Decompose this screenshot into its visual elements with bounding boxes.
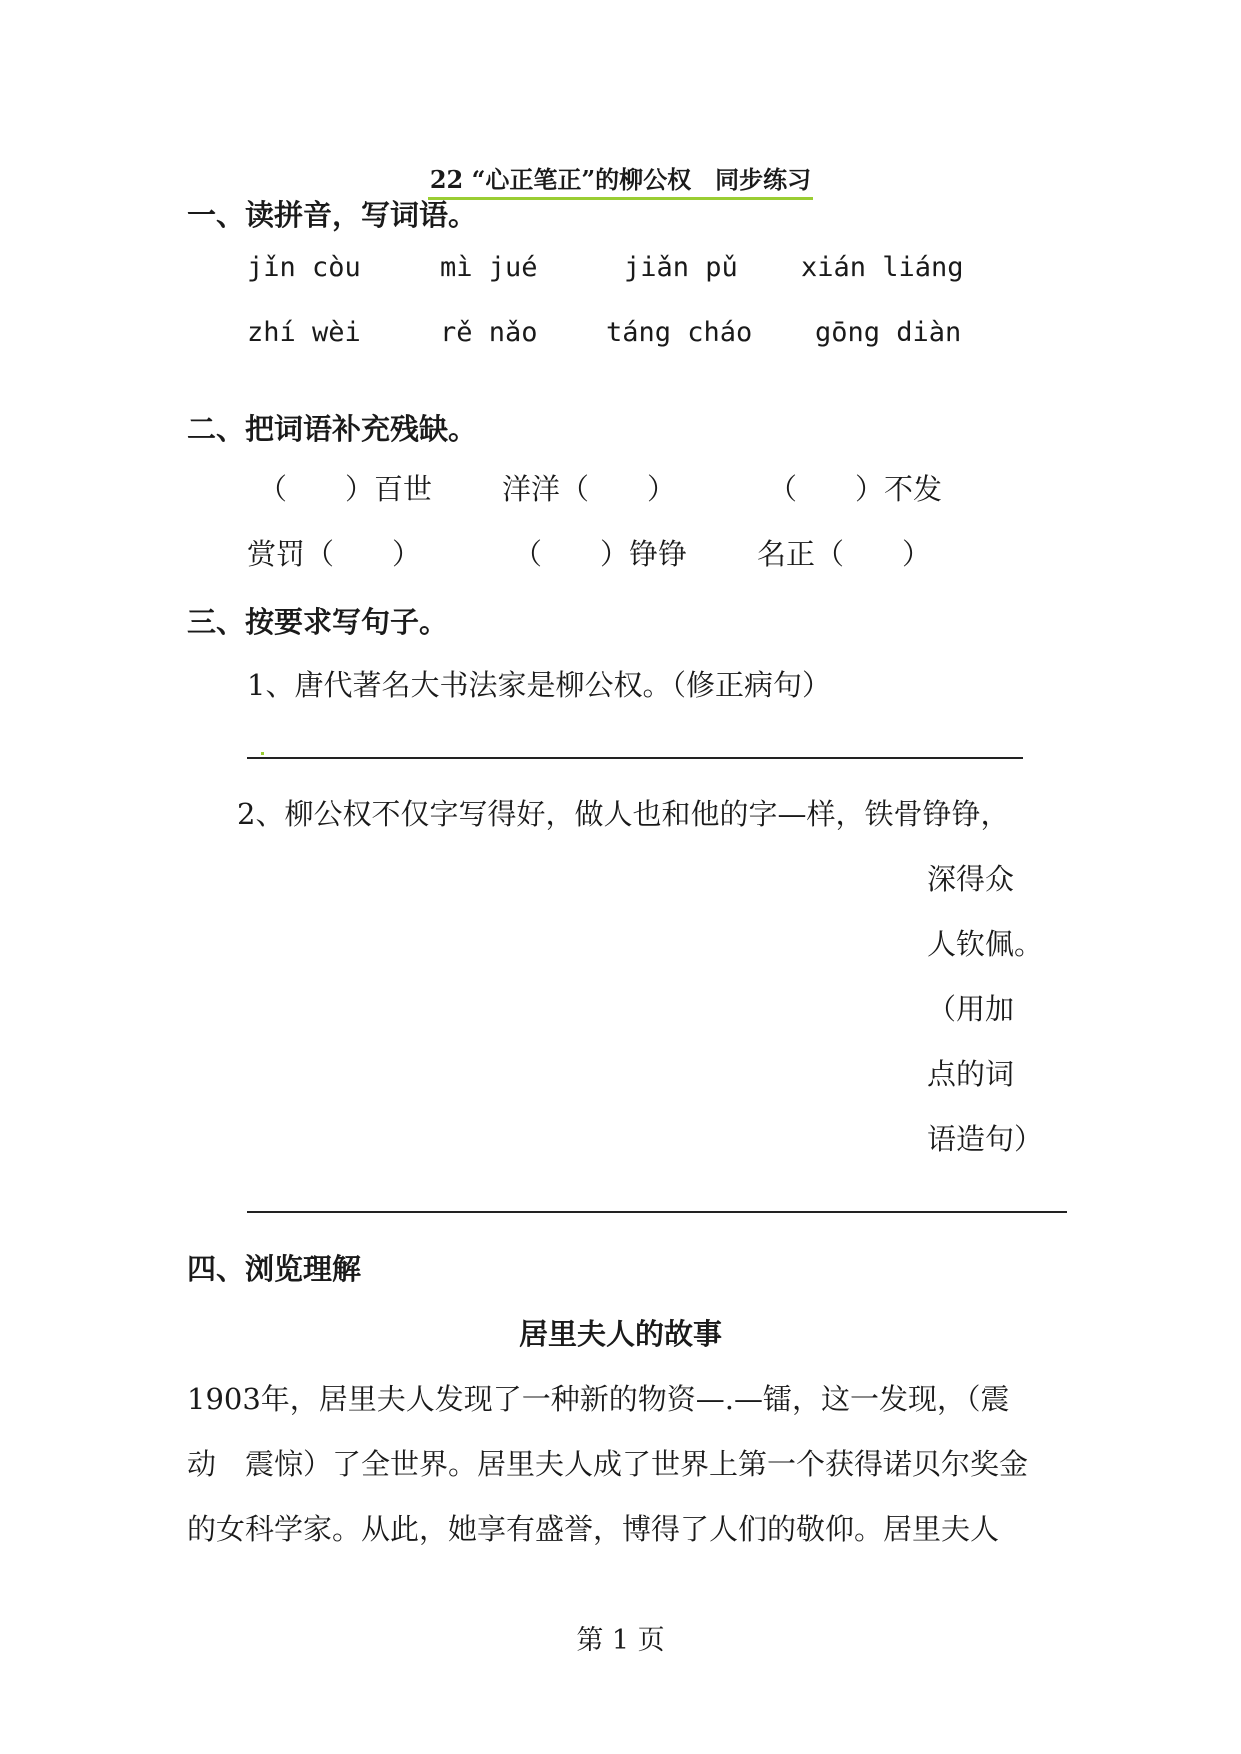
section-3-heading: 三、按要求写句子。 (187, 605, 449, 639)
idiom-blank-3: （ ）不发 (768, 472, 943, 506)
pinyin-4: xián liáng (801, 252, 964, 283)
idiom-blank-1: （ ）百世 (258, 472, 433, 506)
pinyin-7: táng cháo (606, 317, 753, 348)
question-2-cont-1: 深得众 (927, 862, 1015, 896)
story-line-1: 1903年，居里夫人发现了一种新的物资—.—镭，这一发现，（震 (187, 1382, 1010, 1416)
pinyin-2: mì jué (440, 252, 538, 283)
section-4-heading: 四、浏览理解 (187, 1252, 362, 1286)
pinyin-6: rě nǎo (440, 317, 538, 348)
idiom-blank-4: 赏罚（ ） (247, 537, 422, 571)
idiom-blank-6: 名正（ ） (757, 537, 932, 571)
answer-line-1 (247, 757, 1023, 759)
story-line-3: 的女科学家。从此，她享有盛誉，博得了人们的敬仰。居里夫人 (187, 1512, 1000, 1546)
pinyin-5: zhí wèi (247, 317, 361, 348)
idiom-blank-2: 洋洋（ ） (502, 472, 677, 506)
section-2-heading: 二、把词语补充残缺。 (187, 412, 478, 446)
pinyin-3: jiǎn pǔ (624, 252, 738, 283)
question-2-cont-5: 语造句） (927, 1122, 1044, 1156)
question-2: 2、柳公权不仅字写得好，做人也和他的字—样，铁骨铮铮， (237, 797, 1010, 831)
question-2-cont-2: 人钦佩。 (927, 927, 1044, 961)
answer-line-2 (247, 1211, 1067, 1213)
story-line-2: 动 震惊）了全世界。居里夫人成了世界上第一个获得诺贝尔奖金 (187, 1447, 1029, 1481)
question-2-cont-4: 点的词 (927, 1057, 1015, 1091)
page-number: 第 1 页 (576, 1625, 665, 1656)
section-1-heading: 一、读拼音，写词语。 (187, 198, 478, 232)
question-1: 1、唐代著名大书法家是柳公权。（修正病句） (247, 668, 831, 702)
story-title: 居里夫人的故事 (518, 1317, 722, 1351)
question-2-cont-3: （用加 (927, 992, 1015, 1026)
marker-dot (261, 752, 264, 755)
idiom-blank-5: （ ）铮铮 (513, 537, 688, 571)
page-title: 22 “心正笔正”的柳公权 同步练习 (0, 160, 1241, 200)
pinyin-8: gōng diàn (815, 317, 962, 348)
pinyin-1: jǐn còu (247, 252, 361, 283)
